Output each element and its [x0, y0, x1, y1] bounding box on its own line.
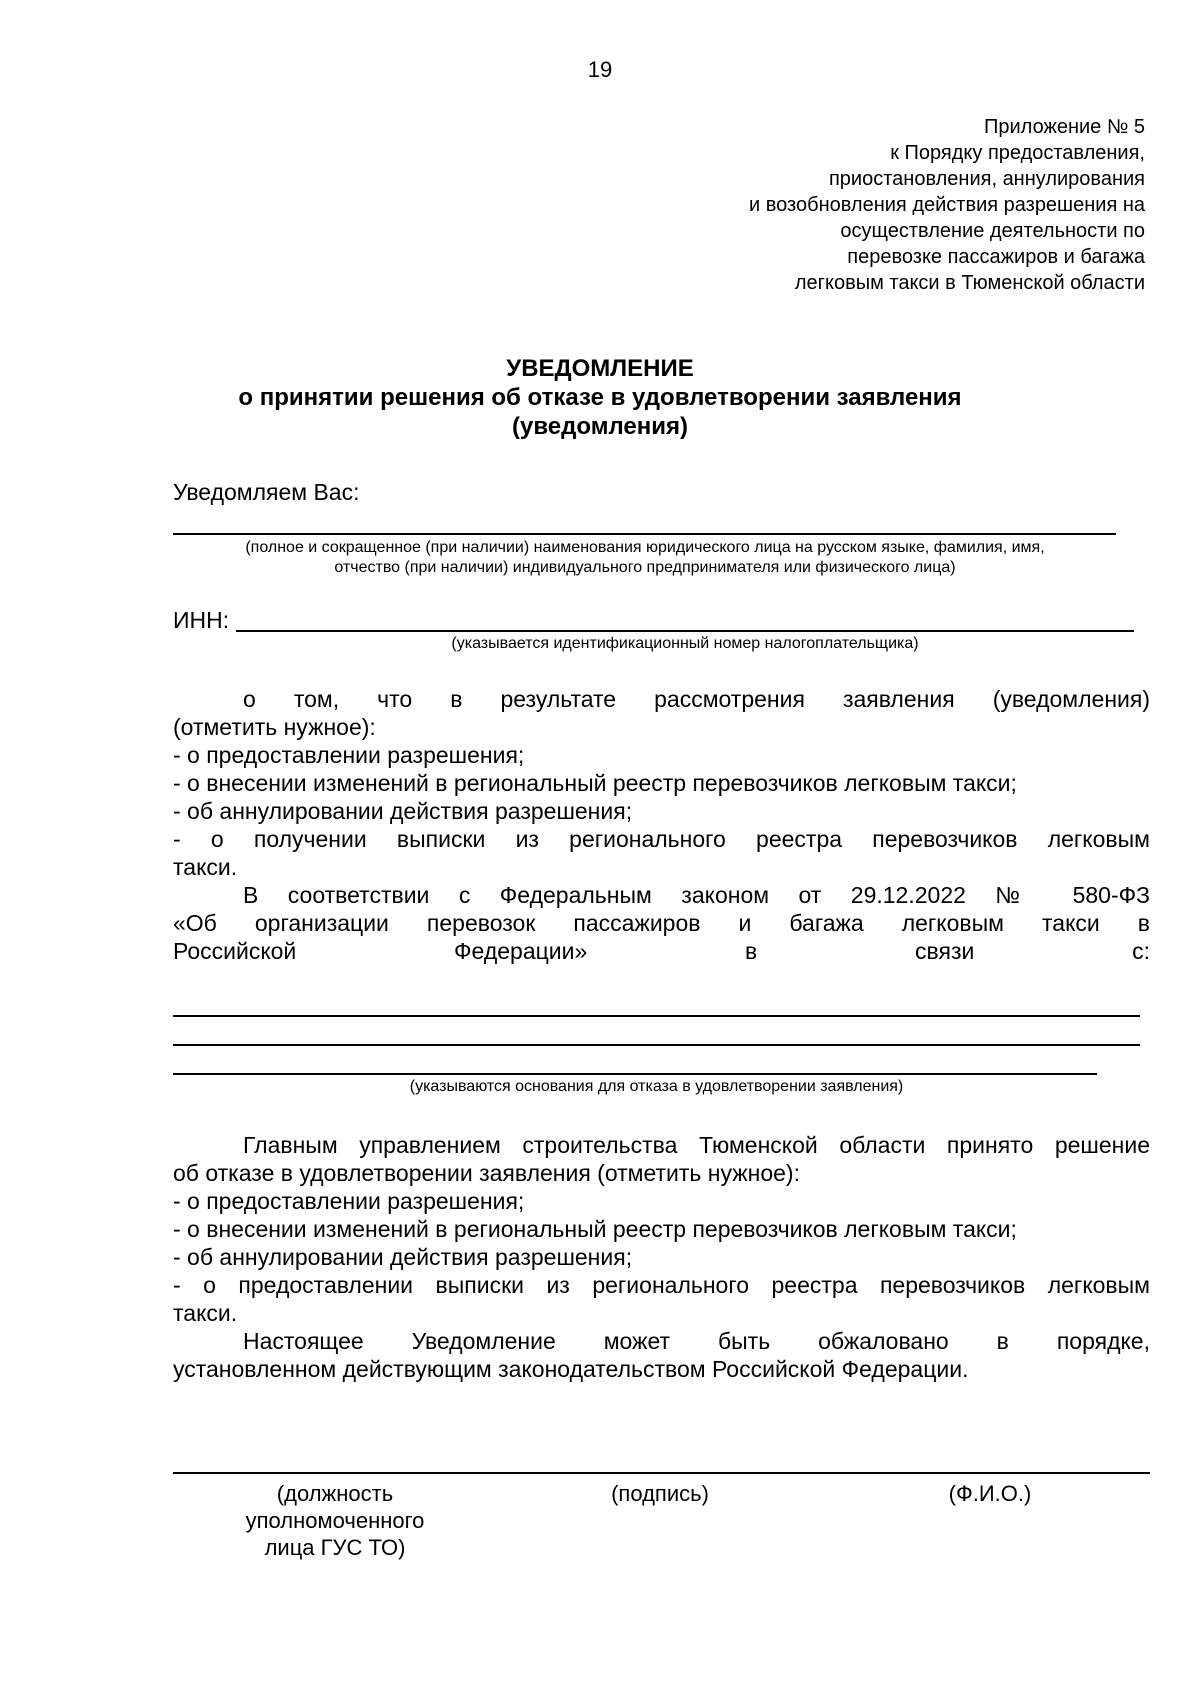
name-fill-line[interactable]	[173, 533, 1116, 535]
para-line: - о предоставлении разрешения;	[173, 742, 525, 768]
para-line: такси.	[173, 1300, 238, 1326]
reason-caption: (указываются основания для отказа в удовлетворении заявления)	[409, 1078, 904, 1095]
inn-label: ИНН:	[173, 607, 230, 633]
name-caption	[150, 538, 1140, 578]
title-main: УВЕДОМЛЕНИЕ	[506, 355, 694, 382]
para-line: Российской Федерации» в связи с:	[173, 938, 1150, 964]
appendix-line: перевозке пассажиров и багажа	[847, 246, 1145, 268]
caption-line: (полное и сокращенное (при наличии) наименования юридического лица на русском языке, фамилия, имя,	[245, 539, 1045, 556]
appendix-line: легковым такси в Тюменской области	[794, 272, 1145, 294]
appendix-line: приостановления, аннулирования	[828, 168, 1145, 190]
paragraph-decision	[173, 1131, 1150, 1383]
signature-position	[220, 1480, 450, 1561]
sig-line: уполномоченного	[245, 1508, 425, 1533]
para-line: «Об организации перевозок пассажиров и багажа легковым такси в	[173, 910, 1150, 936]
page-number: 19	[587, 57, 613, 82]
para-line: - о внесении изменений в региональный реестр перевозчиков легковым такси;	[173, 770, 1017, 796]
appendix-header	[749, 114, 1145, 296]
inn-fill-line[interactable]	[236, 630, 1134, 632]
signature-line[interactable]	[173, 1472, 1150, 1474]
title-line: о принятии решения об отказе в удовлетворении заявления	[238, 384, 962, 411]
para-line: о том, что в результате рассмотрения заявления (уведомления)	[243, 686, 1150, 712]
appendix-line: и возобновления действия разрешения на	[749, 194, 1145, 216]
para-line: - о предоставлении выписки из регионального реестра перевозчиков легковым	[173, 1272, 1150, 1298]
para-line: Главным управлением строительства Тюменской области принято решение	[243, 1132, 1150, 1158]
paragraph-result	[173, 685, 1150, 965]
reason-fill-line-3[interactable]	[173, 1073, 1097, 1075]
signature-sign: (подпись)	[611, 1481, 709, 1506]
title-line: (уведомления)	[512, 413, 688, 440]
signature-fio: (Ф.И.О.)	[948, 1481, 1032, 1506]
para-line: В соответствии с Федеральным законом от 29.12.2022 № 580-ФЗ	[243, 882, 1150, 908]
notify-label: Уведомляем Вас:	[173, 479, 360, 505]
reason-fill-line-2[interactable]	[173, 1044, 1140, 1046]
para-line: Настоящее Уведомление может быть обжаловано в порядке,	[243, 1328, 1150, 1354]
para-line: - о предоставлении разрешения;	[173, 1188, 525, 1214]
appendix-line: Приложение № 5	[984, 116, 1145, 138]
sig-line: (должность	[276, 1481, 394, 1506]
para-line: - о получении выписки из регионального реестра перевозчиков легковым	[173, 826, 1150, 852]
appendix-line: к Порядку предоставления,	[890, 142, 1145, 164]
para-line: установленном действующим законодательством Российской Федерации.	[173, 1356, 969, 1382]
appendix-line: осуществление деятельности по	[840, 220, 1145, 242]
para-line: - об аннулировании действия разрешения;	[173, 1244, 633, 1270]
para-line: - об аннулировании действия разрешения;	[173, 798, 633, 824]
document-title	[0, 354, 1200, 441]
reason-fill-line-1[interactable]	[173, 1015, 1140, 1017]
sig-line: лица ГУС ТО)	[264, 1535, 406, 1560]
para-line: такси.	[173, 854, 238, 880]
para-line: - о внесении изменений в региональный реестр перевозчиков легковым такси;	[173, 1216, 1017, 1242]
para-line: об отказе в удовлетворении заявления (отметить нужное):	[173, 1160, 800, 1186]
para-line: (отметить нужное):	[173, 714, 376, 740]
inn-caption: (указывается идентификационный номер налогоплательщика)	[451, 635, 919, 652]
caption-line: отчество (при наличии) индивидуального предпринимателя или физического лица)	[334, 559, 956, 576]
